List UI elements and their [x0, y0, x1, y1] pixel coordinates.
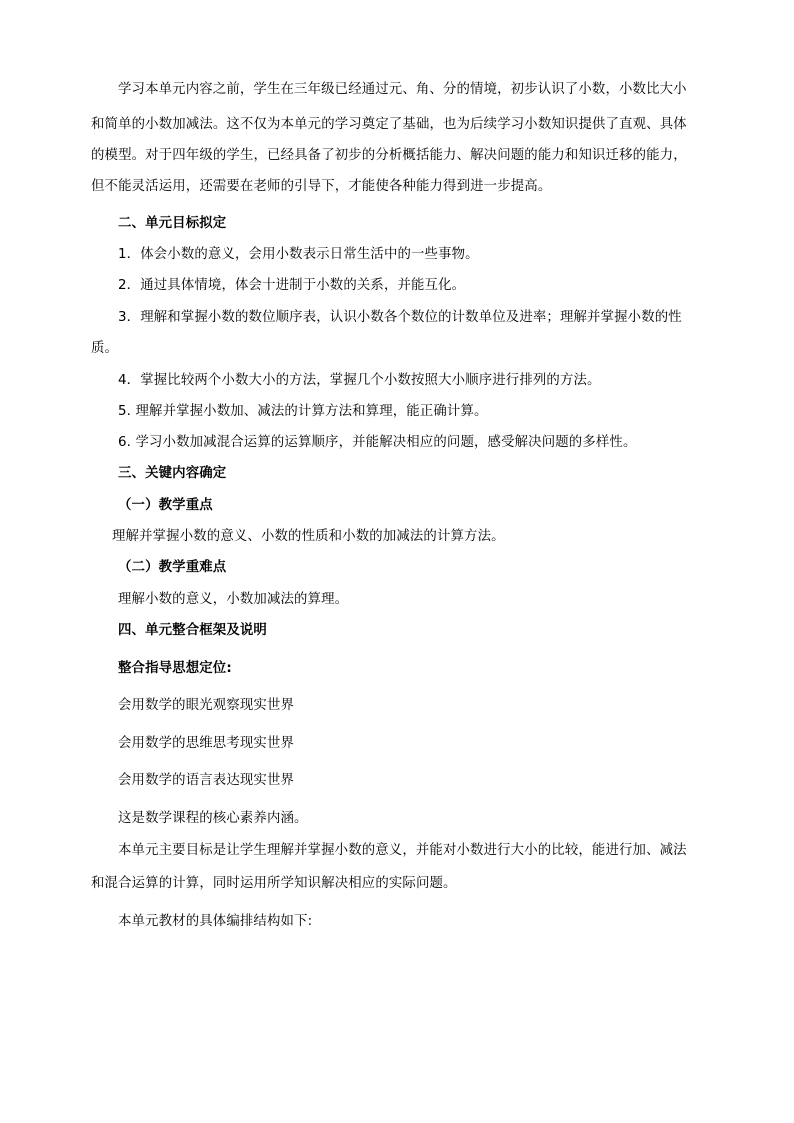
- goal-item-1: 1．体会小数的意义，会用小数表示日常生活中的一些事物。: [118, 247, 479, 262]
- goal-item-3-line-1: 3．理解和掌握小数的数位顺序表，认识小数各个数位的计数单位及进率；理解并掌握小数的性: [118, 310, 682, 325]
- core-literacy-point-1: 会用数学的眼光观察现实世界: [118, 698, 295, 713]
- structure-intro: 本单元教材的具体编排结构如下:: [118, 914, 313, 929]
- section-heading-integration-framework: 四、单元整合框架及说明: [118, 623, 267, 638]
- intro-paragraph-line-1: 学习本单元内容之前，学生在三年级已经通过元、角、分的情境，初步认识了小数，小数比大小: [118, 82, 687, 97]
- core-literacy-note: 这是数学课程的核心素养内涵。: [118, 811, 308, 826]
- intro-paragraph-line-2: 和简单的小数加减法。这不仅为本单元的学习奠定了基础，也为后续学习小数知识提供了直观、具体: [91, 117, 687, 132]
- core-literacy-point-2: 会用数学的思维思考现实世界: [118, 736, 295, 751]
- unit-summary-line-2: 和混合运算的计算，同时运用所学知识解决相应的实际问题。: [91, 876, 457, 891]
- intro-paragraph-line-3: 的模型。对于四年级的学生，已经具备了初步的分析概括能力、解决问题的能力和知识迁移的能力，: [91, 148, 687, 163]
- section-heading-key-content: 三、关键内容确定: [118, 466, 227, 481]
- goal-item-4: 4．掌握比较两个小数大小的方法，掌握几个小数按照大小顺序进行排列的方法。: [118, 373, 601, 388]
- goal-item-6: 6. 学习小数加减混合运算的运算顺序，并能解决相应的问题，感受解决问题的多样性。: [118, 435, 637, 450]
- goal-item-2: 2．通过具体情境，体会十进制于小数的关系，并能互化。: [118, 278, 466, 293]
- teaching-focus-text: 理解并掌握小数的意义、小数的性质和小数的加减法的计算方法。: [112, 529, 505, 544]
- section-heading-unit-goals: 二、单元目标拟定: [118, 216, 227, 231]
- subheading-teaching-focus: （一）教学重点: [118, 498, 213, 513]
- subheading-teaching-difficulty: （二）教学重难点: [118, 560, 227, 575]
- guiding-principle-heading: 整合指导思想定位:: [118, 661, 232, 676]
- goal-item-3-line-2: 质。: [91, 341, 119, 356]
- teaching-difficulty-text: 理解小数的意义，小数加减法的算理。: [118, 592, 349, 607]
- goal-item-5: 5. 理解并掌握小数加、减法的计算方法和算理，能正确计算。: [118, 404, 488, 419]
- intro-paragraph-line-4: 但不能灵活运用，还需要在老师的引导下，才能使各种能力得到进一步提高。: [91, 179, 552, 194]
- unit-summary-line-1: 本单元主要目标是让学生理解并掌握小数的意义，并能对小数进行大小的比较，能进行加、减法: [118, 843, 687, 858]
- core-literacy-point-3: 会用数学的语言表达现实世界: [118, 773, 295, 788]
